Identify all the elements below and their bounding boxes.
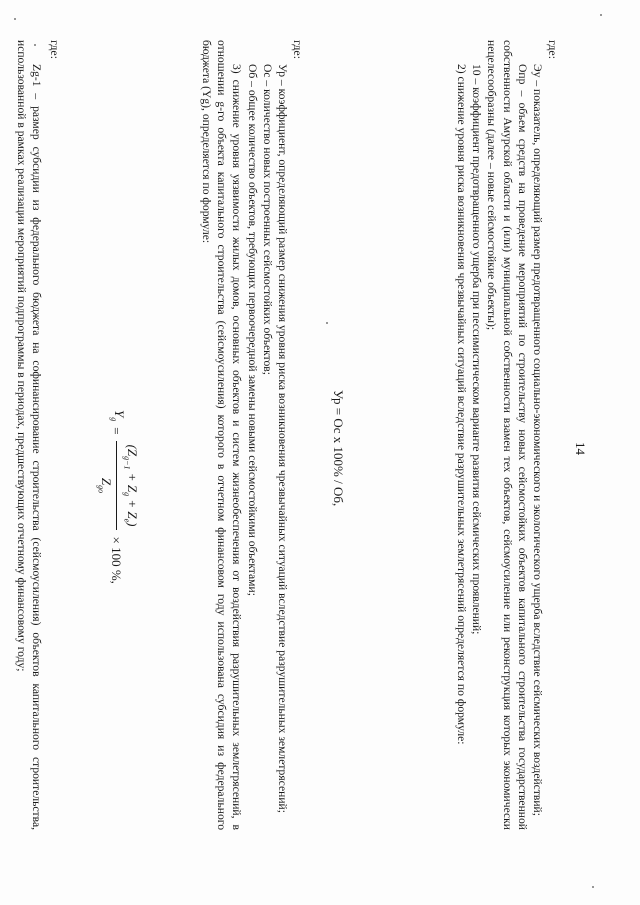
formula-yg-lhs: $Y_g$ (109, 410, 128, 422)
page-number: 14 (573, 442, 588, 455)
formula-yg-numerator: $(Z_{g-1} + Z_g + Z_e)$ (116, 441, 140, 531)
formula-yg-denominator: $Z_{go}$ (96, 477, 115, 494)
item-2-risk-reduction: 2) снижение уровня риска возникновения чрезвычайных ситуаций вследствие разрушительных землетрясений определяется по формуле: (454, 64, 468, 745)
definition-zg-1: Zg-1 – размер субсидии из федерального бюджета на софинансирование строительства (сейсмоусиления) объектов капитального строительства, использованной в рамках реализации мероприятий подпрограммы в периодах, предшествующих отчетному финансовому году; (14, 40, 43, 830)
where-label-3: где: (48, 40, 62, 60)
definition-coefficient-10: 10 – коэффициент предотвращенного ущерба при пессимистическом варианте развития сейсмических проявлений; (470, 64, 484, 635)
definition-opr: Опр – объем средств на проведение мероприятий по строительству новых сейсмостойких объектов капитального строительства государственной собственности Амурской области и (или) муниципальной собственности взамен тех объектов, сейсмоусиление или реконструкция которых экономически нецелесообразны (далее – новые сейсмостойкие объекты); (485, 40, 529, 830)
formula-ur: Ур = Ос x 100% / Об, (331, 390, 346, 507)
definition-os: Ос – количество новых построенных сейсмостойких объектов; (260, 64, 274, 375)
item-3-vulnerability-reduction: 3) снижение уровня уязвимости жилых домов, основных объектов и систем жизнеобеспечения от воздействия разрушительных землетрясений, в отношении g-го объекта капитального строительства (сейсмоусиления) которого в отчетном финансовом году использована субсидия из федерального бюджета (Yg), определяется по формуле: (199, 40, 244, 830)
where-label-2: где: (291, 40, 305, 60)
formula-yg (93, 410, 140, 584)
definitions-block-3 (14, 40, 44, 830)
definition-ur: Ур – коэффициент, определяющий размер снижения уровня риска возникновения чрезвычайных ситуаций вследствие разрушительных землетрясений; (276, 64, 289, 813)
formula-yg-fraction (93, 441, 140, 531)
formula-yg-tail: × 100 %, (109, 536, 125, 584)
where-label-1: где: (546, 40, 560, 60)
definition-eu: Эу – показатель, определяющий размер предотвращенного социально-экономического и экологического ущерба вследствие сейсмических воздействий; (531, 64, 544, 816)
definitions-block-2 (199, 40, 290, 830)
formula-yg-equals: = (109, 427, 125, 435)
definitions-block-1 (454, 40, 545, 830)
definition-ob: Об – общее количество объектов, требующих первоочередной замены новыми сейсмостойкими объектами; (245, 64, 259, 596)
